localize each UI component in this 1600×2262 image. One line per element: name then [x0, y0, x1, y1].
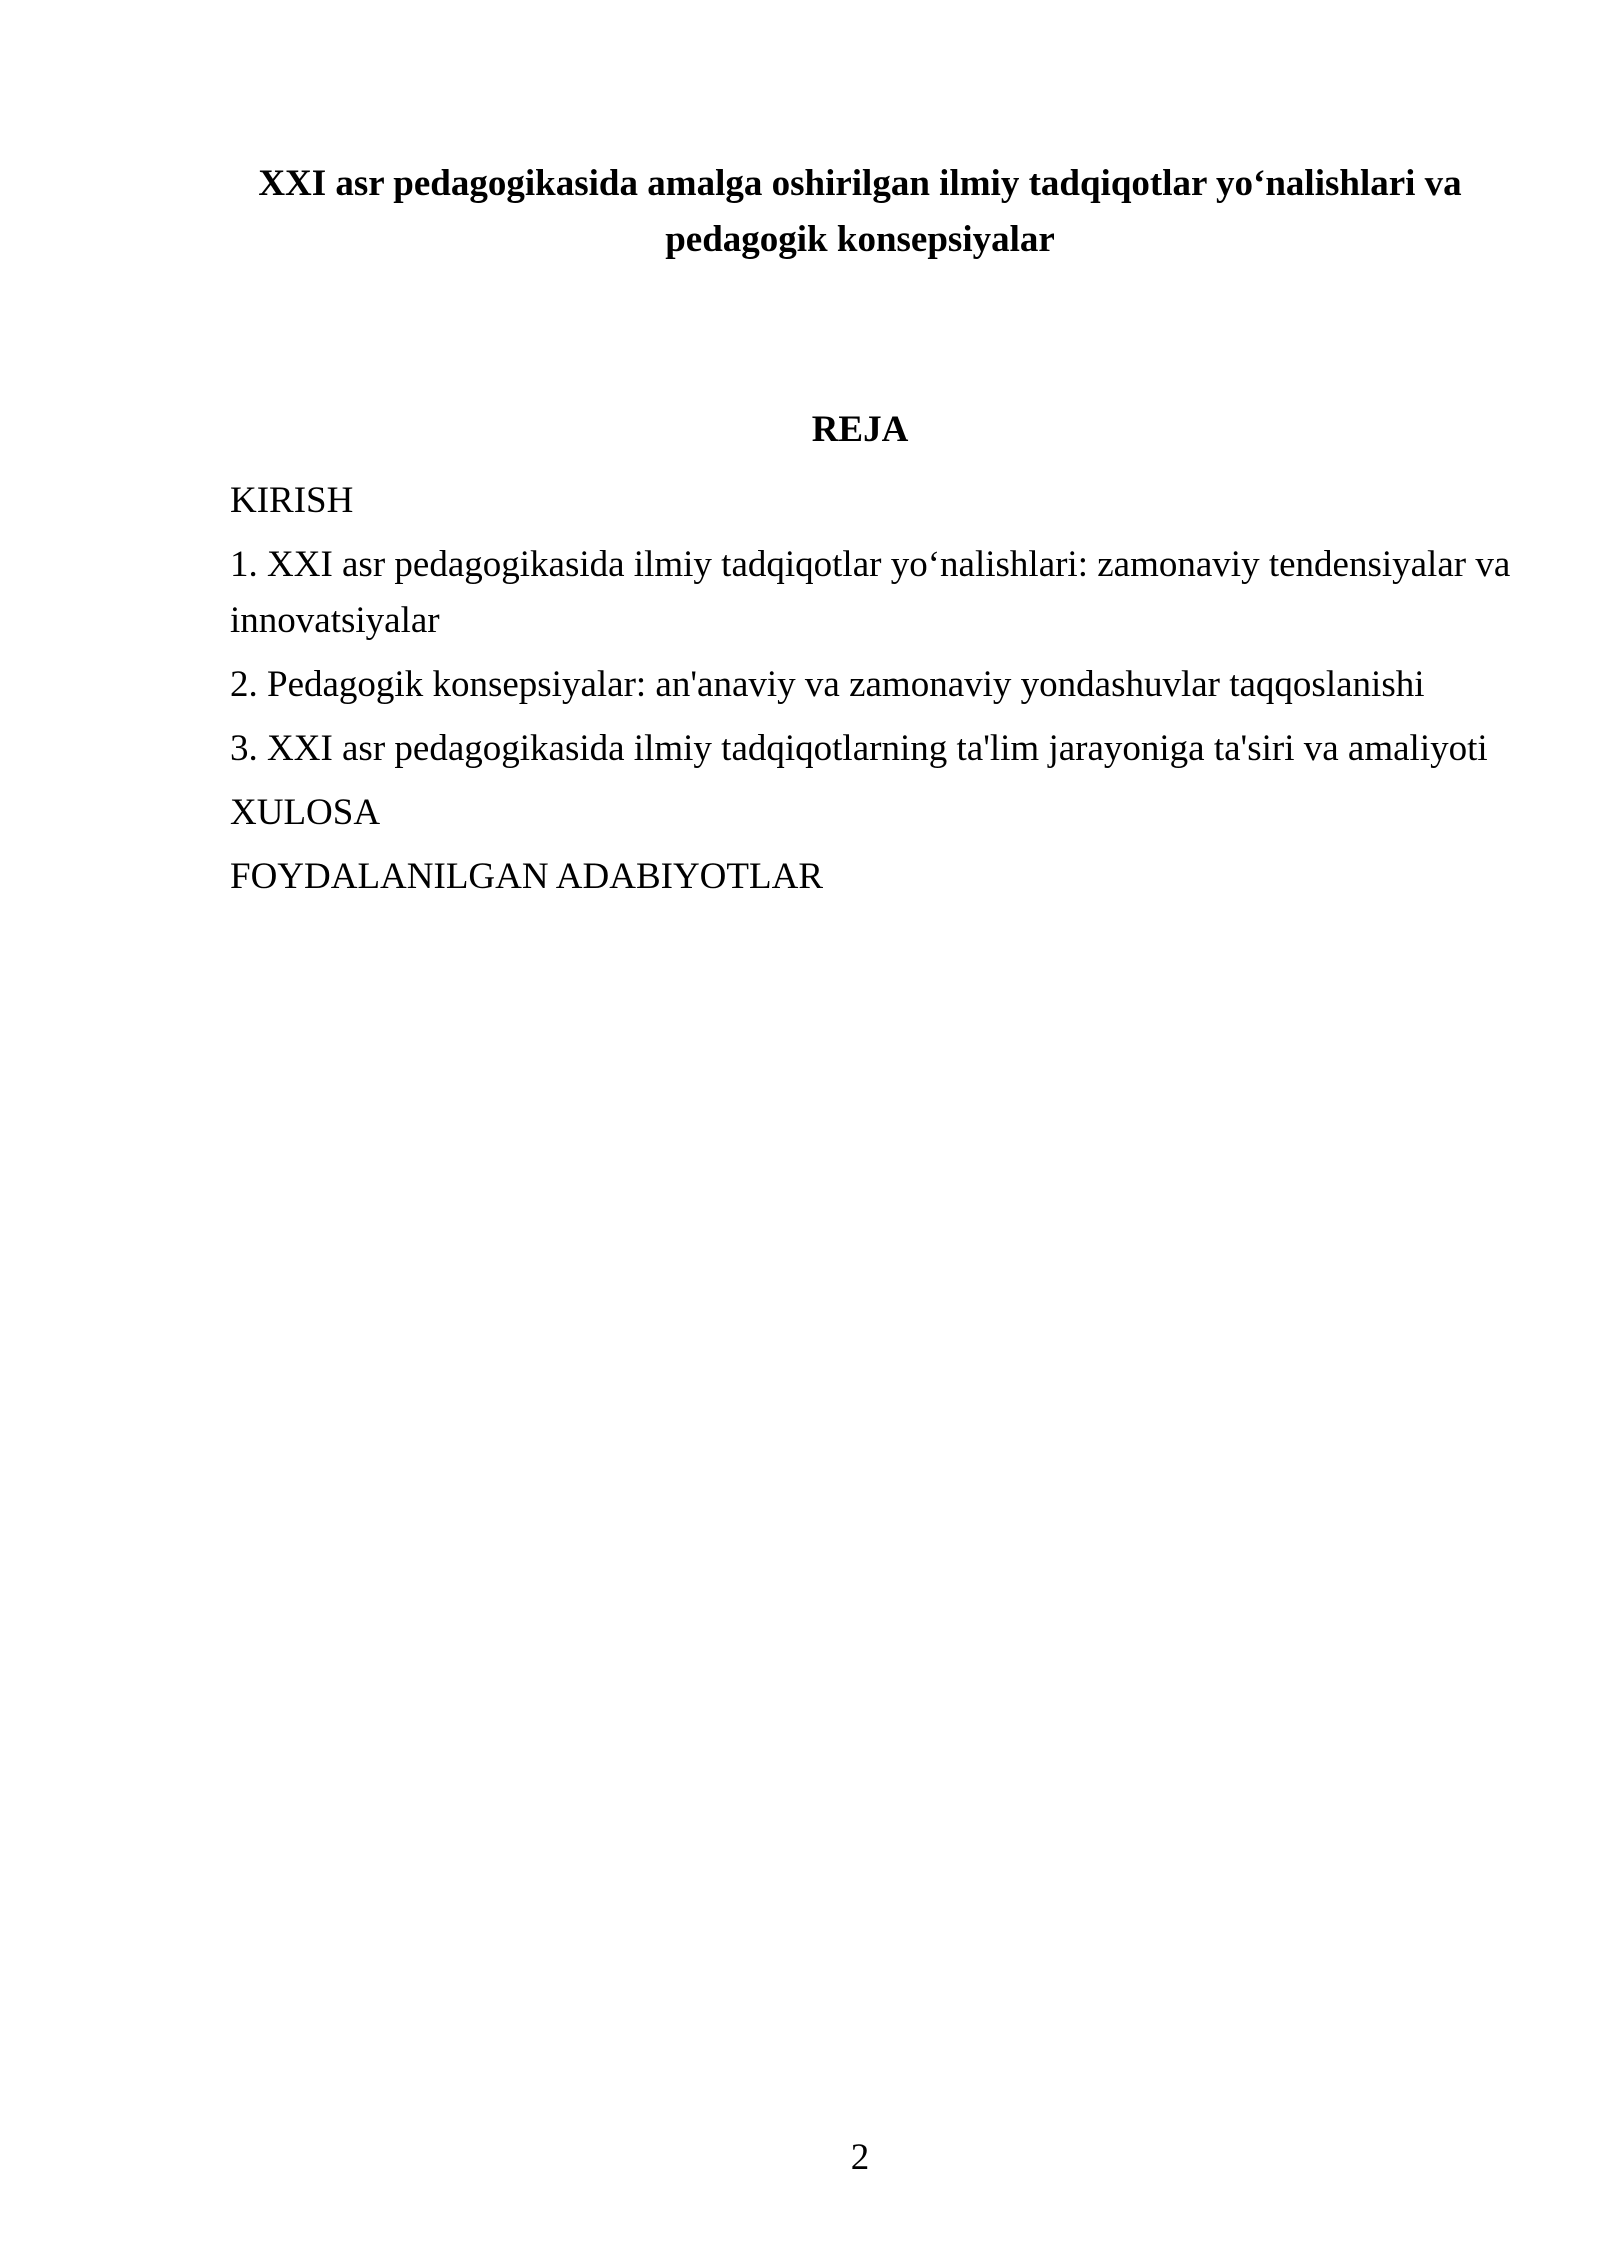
page-number: 2 [850, 2137, 870, 2178]
plan-item-1: 1. XXI asr pedagogikasida ilmiy tadqiqotlar yo‘nalishlari: zamonaviy tendensiyalar va innovatsiyalar [230, 544, 1511, 641]
plan-item-3: 3. XXI asr pedagogikasida ilmiy tadqiqotlarning ta'lim jarayoniga ta'siri va amaliyoti [230, 728, 1488, 769]
plan-item-references: FOYDALANILGAN ADABIYOTLAR [230, 856, 823, 897]
plan-item-introduction: KIRISH [230, 480, 354, 521]
plan-item-conclusion: XULOSA [230, 792, 381, 833]
document-title: XXI asr pedagogikasida amalga oshirilgan ilmiy tadqiqotlar yo‘nalishlari va pedagogik konsepsiyalar [258, 163, 1462, 260]
plan-item-2: 2. Pedagogik konsepsiyalar: an'anaviy va zamonaviy yondashuvlar taqqoslanishi [230, 664, 1425, 705]
plan-heading: REJA [811, 409, 909, 450]
plan-list [230, 473, 1520, 913]
